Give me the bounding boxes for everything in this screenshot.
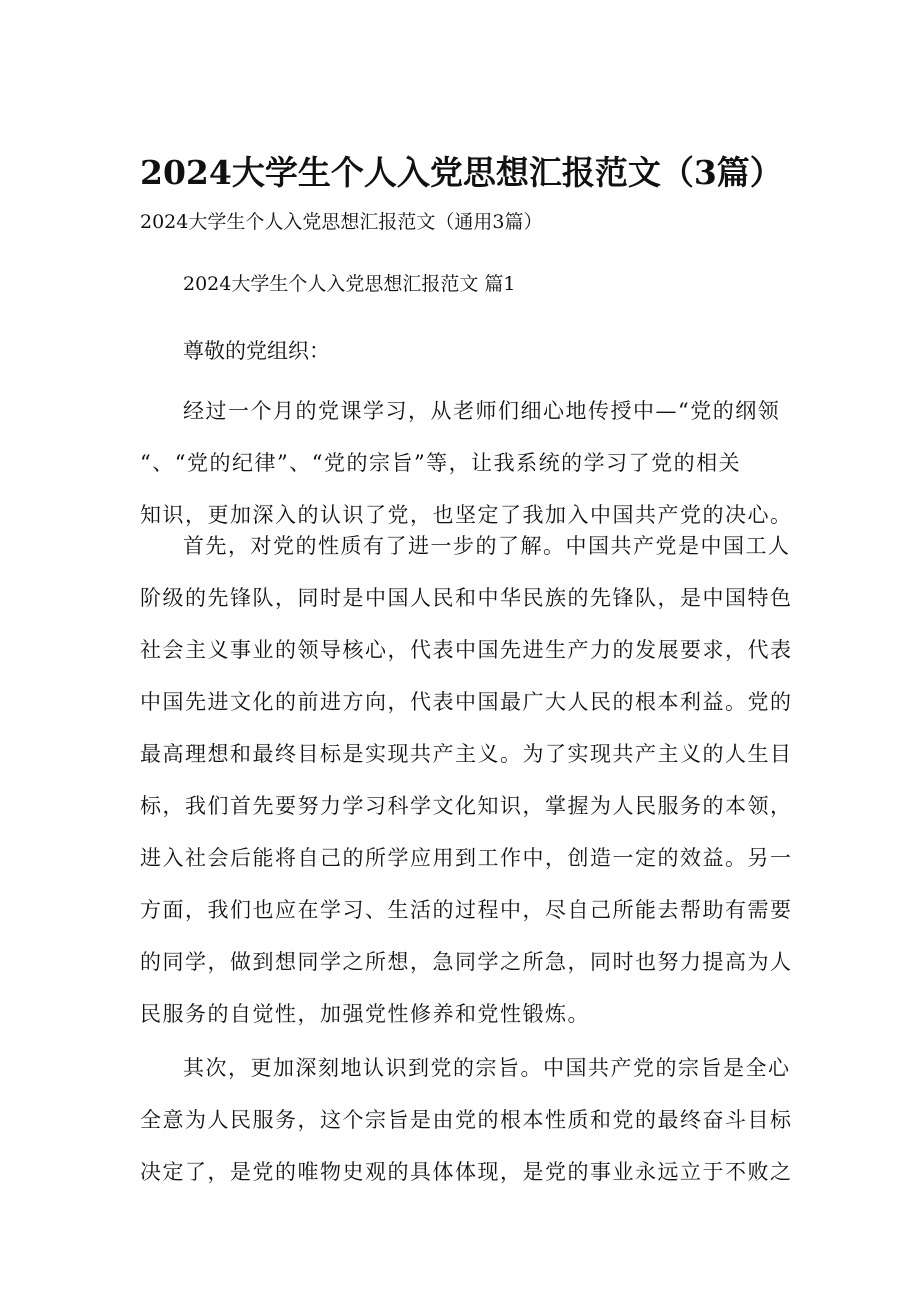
paragraph-1 xyxy=(140,385,793,541)
salutation: 尊敬的党组织： xyxy=(183,339,330,363)
section-heading: 2024大学生个人入党思想汇报范文 篇1 xyxy=(183,273,516,295)
paragraph-line: 标，我们首先要努力学习科学文化知识，掌握为人民服务的本领， xyxy=(140,794,793,818)
paragraph-2 xyxy=(140,520,793,1040)
paragraph-line: “、“党的纪律”、“党的宗旨”等，让我系统的学习了党的相关 xyxy=(140,451,742,475)
paragraph-line: 方面，我们也应在学习、生活的过程中，尽自己所能去帮助有需要 xyxy=(140,898,793,922)
paragraph-line: 进入社会后能将自己的所学应用到工作中，创造一定的效益。另一 xyxy=(140,846,793,870)
paragraph-line: 阶级的先锋队，同时是中国人民和中华民族的先锋队，是中国特色 xyxy=(140,586,793,610)
paragraph-line: 经过一个月的党课学习，从老师们细心地传授中—“党的纲领 xyxy=(183,399,781,423)
paragraph-line: 知识，更加深入的认识了党，也坚定了我加入中国共产党的决心。 xyxy=(140,503,793,527)
paragraph-3 xyxy=(140,1042,793,1198)
paragraph-line: 民服务的自觉性，加强党性修养和党性锻炼。 xyxy=(140,1002,590,1026)
paragraph-line: 的同学，做到想同学之所想，急同学之所急，同时也努力提高为人 xyxy=(140,950,793,974)
document-subtitle: 2024大学生个人入党思想汇报范文（通用3篇） xyxy=(140,211,543,233)
paragraph-line: 最高理想和最终目标是实现共产主义。为了实现共产主义的人生目 xyxy=(140,742,793,766)
paragraph-line: 决定了，是党的唯物史观的具体体现，是党的事业永远立于不败之 xyxy=(140,1160,793,1184)
paragraph-line: 全意为人民服务，这个宗旨是由党的根本性质和党的最终奋斗目标 xyxy=(140,1108,793,1132)
document-title: 2024大学生个人入党思想汇报范文（3篇） xyxy=(140,153,783,192)
paragraph-line: 首先，对党的性质有了进一步的了解。中国共产党是中国工人 xyxy=(183,534,791,558)
paragraph-line: 社会主义事业的领导核心，代表中国先进生产力的发展要求，代表 xyxy=(140,638,793,662)
paragraph-line: 其次，更加深刻地认识到党的宗旨。中国共产党的宗旨是全心 xyxy=(183,1056,791,1080)
paragraph-line: 中国先进文化的前进方向，代表中国最广大人民的根本利益。党的 xyxy=(140,690,793,714)
